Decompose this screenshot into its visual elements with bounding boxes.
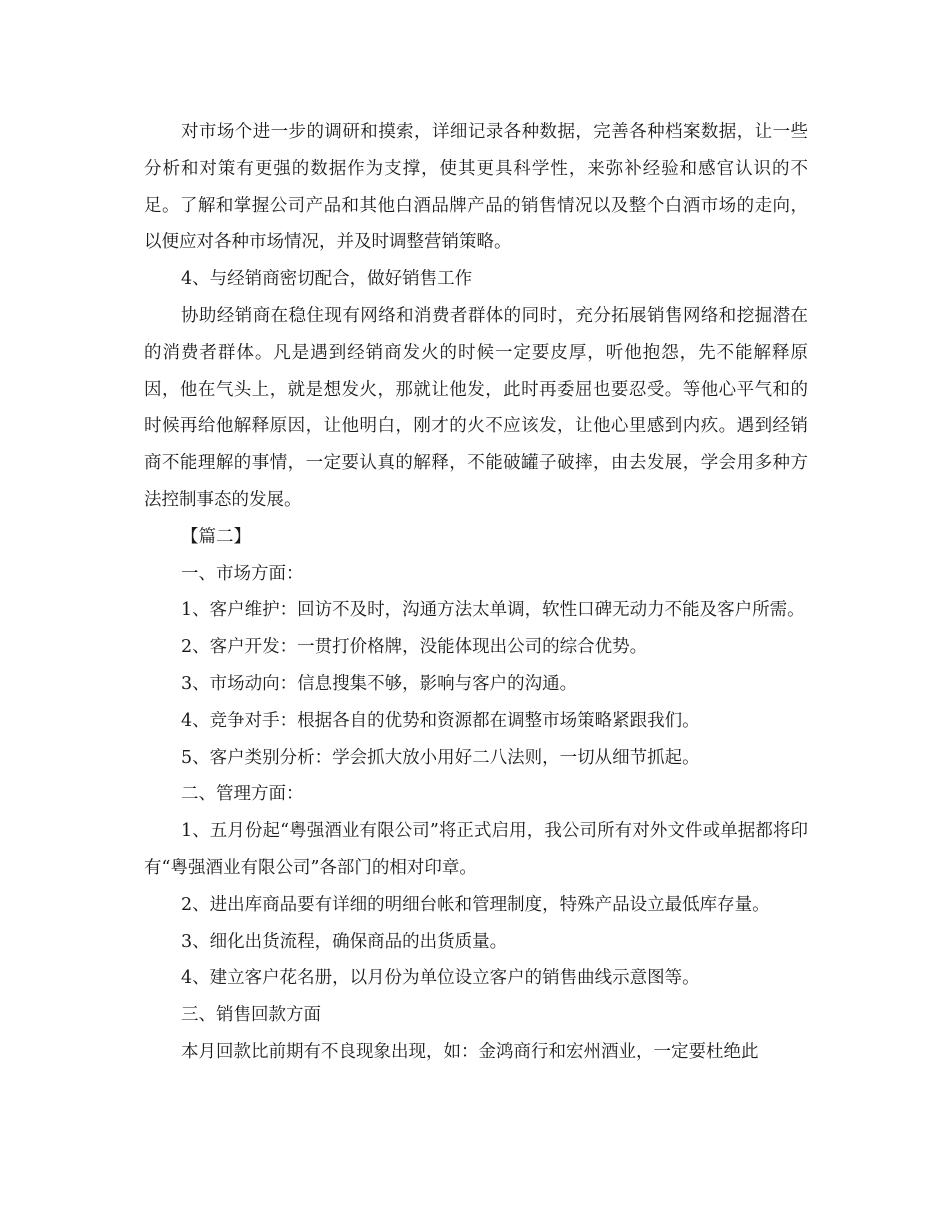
document-body <box>144 114 808 1071</box>
list-item-competitors: 4、竞争对手：根据各自的优势和资源都在调整市场策略紧跟我们。 <box>181 710 700 731</box>
list-item-shipping-process: 3、细化出货流程，确保商品的出货质量。 <box>181 931 508 952</box>
list-item-customer-development: 2、客户开发：一贯打价格牌，没能体现出公司的综合优势。 <box>181 637 648 658</box>
paragraph-dealer-assist: 协助经销商在稳住现有网络和消费者群体的同时，充分拓展销售网络和挖掘潜在的消费者群体。凡是遇到经销商发火的时候一定要皮厚，听他抱怨，先不能解释原因，他在气头上，就是想发火，那就让他发，此时再委屈也要忍受。等他心平气和的时候再给他解释原因，让他明白，刚才的火不应该发，让他心里感到内疚。遇到经销商不能理解的事情，一定要认真的解释，不能破罐子破摔，由去发展，学会用多种方法控制事态的发展。 <box>144 305 808 510</box>
list-item-customer-analysis: 5、客户类别分析：学会抓大放小用好二八法则，一切从细节抓起。 <box>181 747 700 768</box>
list-item-market-trend: 3、市场动向：信息搜集不够，影响与客户的沟通。 <box>181 673 578 694</box>
heading-dealer-cooperation: 4、与经销商密切配合，做好销售工作 <box>181 269 473 290</box>
heading-market-aspect: 一、市场方面： <box>181 563 304 584</box>
heading-management-aspect: 二、管理方面： <box>181 784 304 805</box>
section-title-part-two: 【篇二】 <box>181 526 251 547</box>
list-item-customer-roster: 4、建立客户花名册，以月份为单位设立客户的销售曲线示意图等。 <box>181 968 700 989</box>
list-item-customer-maintenance: 1、客户维护：回访不及时，沟通方法太单调，软性口碑无动力不能及客户所需。 <box>181 600 805 621</box>
heading-payment-collection: 三、销售回款方面 <box>181 1005 321 1026</box>
paragraph-market-research: 对市场个进一步的调研和摸索，详细记录各种数据，完善各种档案数据，让一些分析和对策有更强的数据作为支撑，使其更具科学性，来弥补经验和感官认识的不足。了解和掌握公司产品和其他白酒品牌产品的销售情况以及整个白酒市场的走向，以便应对各种市场情况，并及时调整营销策略。 <box>144 122 808 253</box>
paragraph-payment-issues: 本月回款比前期有不良现象出现，如：金鸿商行和宏州酒业，一定要杜绝此 <box>181 1041 759 1062</box>
list-item-company-seal: 1、五月份起“粤强酒业有限公司”将正式启用，我公司所有对外文件或单据都将印有“粤强酒业有限公司”各部门的相对印章。 <box>144 821 808 878</box>
list-item-inventory-ledger: 2、进出库商品要有详细的明细台帐和管理制度，特殊产品设立最低库存量。 <box>181 894 770 915</box>
